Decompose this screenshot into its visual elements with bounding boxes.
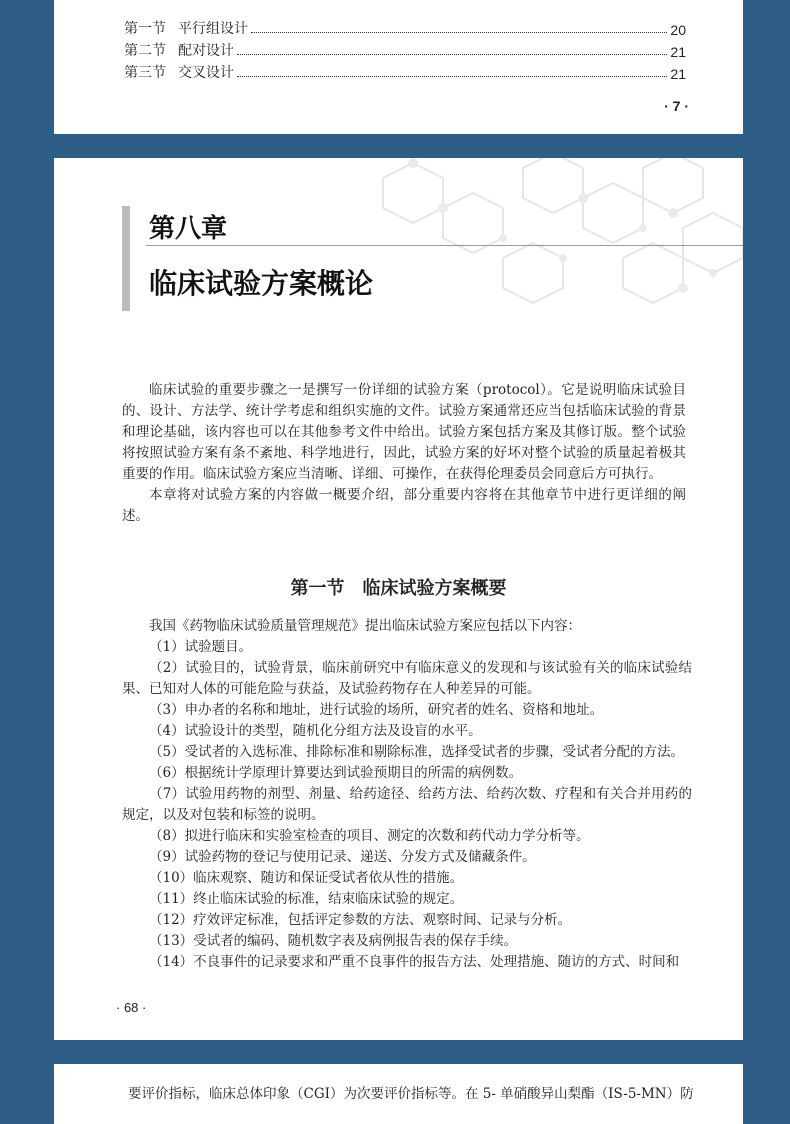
toc-section-title: 配对设计 — [178, 43, 234, 59]
protocol-content-list — [122, 616, 692, 973]
list-item: （12）疗效评定标准，包括评定参数的方法、观察时间、记录与分析。 — [149, 912, 572, 928]
list-item: （9）试验药物的登记与使用记录、递送、分发方式及储藏条件。 — [149, 849, 536, 865]
page-number: · 68 · — [116, 1000, 147, 1015]
page-number: · 7 · — [664, 98, 689, 114]
chapter-title: 临床试验方案概论 — [149, 267, 374, 300]
list-item: （3）申办者的名称和地址，进行试验的场所，研究者的姓名、资格和地址。 — [149, 702, 604, 718]
chapter-divider — [146, 245, 743, 246]
toc-leader-dots — [237, 76, 667, 77]
list-item: （7）试验用药物的剂型、剂量、给药途径、给药方法、给药次数、疗程和有关合并用药的规定，以及对包装和标签的说明。 — [122, 786, 692, 823]
list-item: （11）终止临床试验的标准，结束临床试验的规定。 — [149, 891, 464, 907]
hexagon-pattern-decoration — [323, 158, 743, 318]
list-item: （13）受试者的编码、随机数字表及病例报告表的保存手续。 — [149, 933, 518, 949]
chapter-page — [54, 158, 743, 1040]
toc-entry — [124, 62, 686, 82]
toc-page-number: 21 — [670, 44, 686, 60]
list-item: （8）拟进行临床和实验室检查的项目、测定的次数和药代动力学分析等。 — [149, 828, 590, 844]
section-title: 第一节 临床试验方案概要 — [290, 578, 507, 599]
list-item: （5）受试者的入选标准、排除标准和剔除标准，选择受试者的步骤，受试者分配的方法。 — [149, 744, 685, 760]
toc-entry — [124, 40, 686, 60]
list-item: （6）根据统计学原理计算要达到试验预期目的所需的病例数。 — [149, 765, 523, 781]
toc-section-number: 第二节 — [124, 43, 166, 59]
list-item: （2）试验目的，试验背景，临床前研究中有临床意义的发现和与该试验有关的临床试验结果、已知对人体的可能危险与获益，及试验药物存在人种差异的可能。 — [122, 660, 692, 697]
toc-section-number: 第一节 — [124, 21, 166, 37]
toc-page-number: 20 — [670, 22, 686, 38]
toc-section-title: 交叉设计 — [178, 65, 234, 81]
toc-section-title: 平行组设计 — [178, 21, 248, 37]
toc-page-number: 21 — [670, 66, 686, 82]
paragraph: 本章将对试验方案的内容做一概要介绍，部分重要内容将在其他章节中进行更详细的阐述。 — [122, 487, 686, 524]
list-item: （4）试验设计的类型，随机化分组方法及设盲的水平。 — [149, 723, 482, 739]
chapter-intro — [122, 380, 686, 527]
section-intro: 我国《药物临床试验质量管理规范》提出临床试验方案应包括以下内容： — [149, 618, 581, 634]
chapter-accent-bar — [122, 206, 130, 311]
paragraph: 要评价指标，临床总体印象（CGI）为次要评价指标等。在 5- 单硝酸异山梨酯（IS-5-MN）防 — [128, 1086, 694, 1102]
list-item: （14）不良事件的记录要求和严重不良事件的报告方法、处理措施、随访的方式、时间和 — [149, 954, 680, 970]
toc-section-number: 第三节 — [124, 65, 166, 81]
chapter-number: 第八章 — [149, 214, 228, 244]
toc-leader-dots — [237, 54, 667, 55]
next-page-fragment — [54, 1064, 743, 1124]
list-item: （1）试验题目。 — [149, 639, 253, 655]
toc-entry — [124, 18, 686, 38]
toc-leader-dots — [251, 32, 667, 33]
list-item: （10）临床观察、随访和保证受试者依从性的措施。 — [149, 870, 464, 886]
toc-page — [54, 0, 743, 134]
paragraph: 临床试验的重要步骤之一是撰写一份详细的试验方案（protocol）。它是说明临床试验目的、设计、方法学、统计学考虑和组织实施的文件。试验方案通常还应当包括临床试验的背景和理论基础，该内容也可以在其他参考文件中给出。试验方案包括方案及其修订版。整个试验将按照试验方案有条不紊地、科学地进行，因此，试验方案的好坏对整个试验的质量起着极其重要的作用。临床试验方案应当清晰、详细、可操作，在获得伦理委员会同意后方可执行。 — [122, 382, 686, 482]
